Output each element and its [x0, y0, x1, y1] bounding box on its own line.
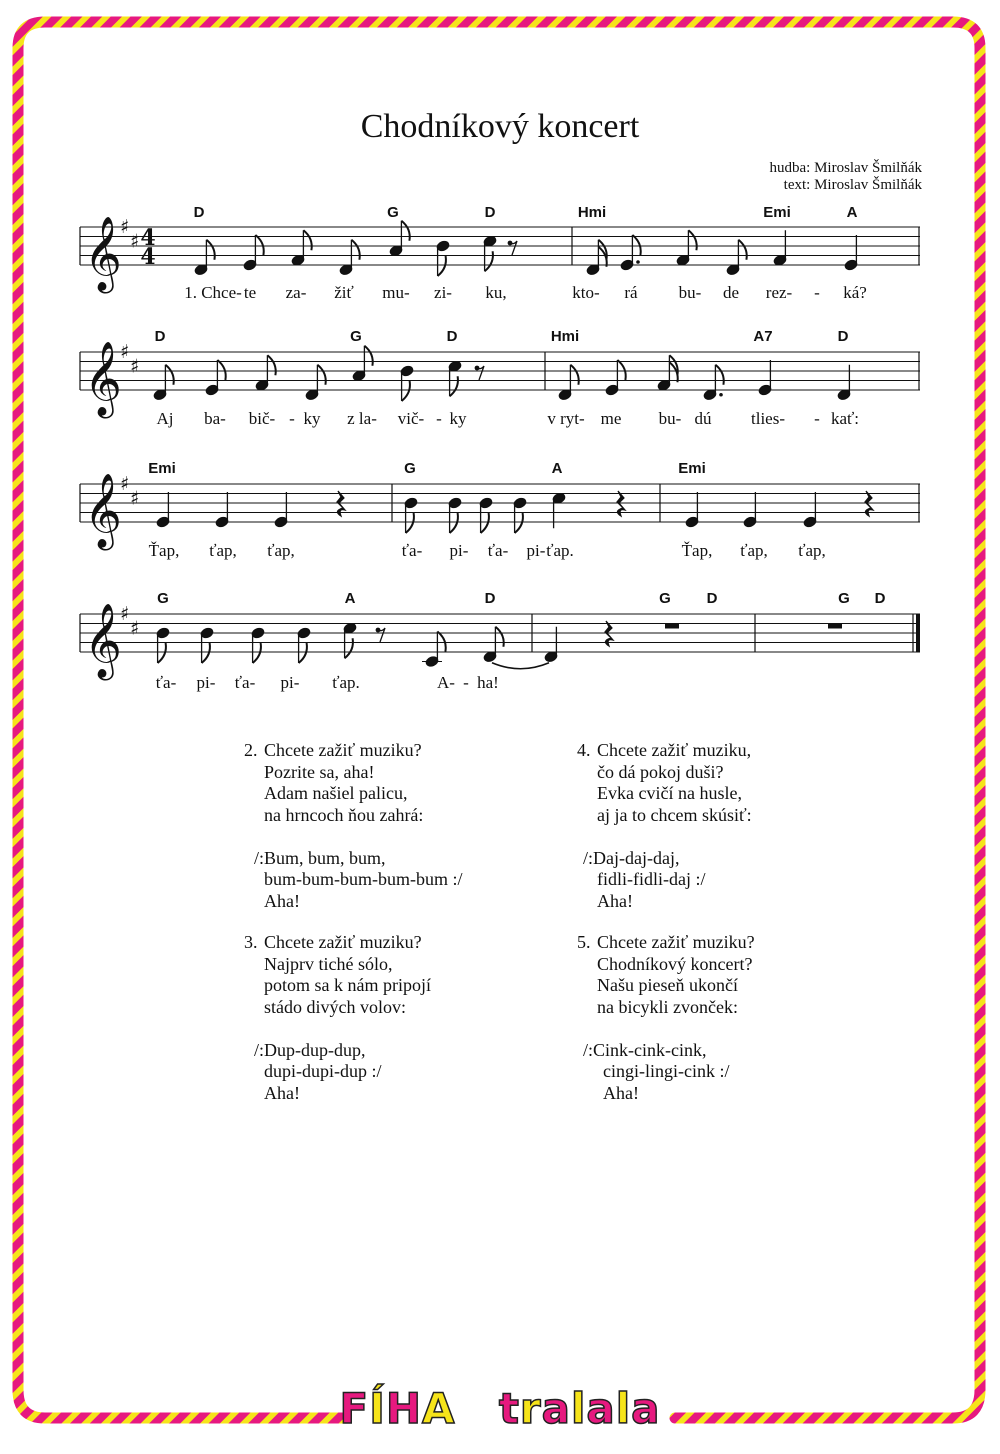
augmentation-dot — [636, 260, 640, 264]
fiha-tralala-logo — [0, 1384, 1000, 1433]
tie — [492, 663, 549, 669]
refrain-line: bum-bum-bum-bum-bum :/ — [264, 869, 463, 889]
logo-letter: a — [631, 1384, 661, 1433]
verse-3 — [244, 932, 431, 1104]
lyric-syllable: za- — [285, 283, 307, 302]
lyric-syllable: Ťap, — [148, 541, 180, 560]
verse-line: Chcete zažiť muziku? — [597, 932, 755, 952]
verse-line: Našu pieseň ukončí — [597, 975, 738, 995]
lyric-syllable: rá — [624, 283, 638, 302]
note-flag — [401, 221, 409, 241]
time-signature: 4 — [140, 244, 156, 270]
note-flag — [450, 376, 458, 396]
chord: Emi — [763, 204, 791, 221]
chord: D — [484, 590, 496, 607]
lyric-syllable: ťap, — [740, 541, 768, 560]
refrain-line: cingi-lingi-cink :/ — [603, 1061, 730, 1081]
note-flag — [406, 513, 414, 533]
verse-line: čo dá pokoj duši? — [597, 761, 724, 782]
note-flag — [515, 513, 523, 533]
note-flag — [485, 251, 493, 271]
logo-letter: A — [422, 1384, 456, 1433]
chord: D — [837, 328, 849, 345]
treble-clef: 𝄞 — [84, 217, 122, 291]
treble-clef: 𝄞 — [84, 474, 122, 548]
lyric-syllable: ky — [303, 409, 321, 428]
note-flag — [303, 230, 311, 250]
lyric-syllable: pi- — [280, 673, 300, 692]
chord: G — [350, 328, 362, 345]
note-flag — [617, 360, 625, 380]
chord: D — [484, 204, 496, 221]
logo-letter: Í — [369, 1384, 386, 1433]
verse-5 — [577, 932, 755, 1104]
note-flag — [438, 256, 446, 276]
treble-clef: 𝄞 — [84, 342, 122, 416]
logo-letter: r — [519, 1384, 542, 1433]
sharp-sign: ♯ — [120, 473, 130, 495]
note-flag — [632, 235, 640, 255]
logo-letter: t — [498, 1384, 520, 1433]
logo-letter: l — [570, 1384, 587, 1433]
lyric-syllable: ku, — [485, 283, 507, 302]
treble-clef: 𝄞 — [84, 604, 122, 678]
lyric-syllable: ťa- — [234, 673, 256, 692]
lyric-syllable: pi- — [449, 541, 469, 560]
refrain-line: dupi-dupi-dup :/ — [264, 1061, 382, 1081]
refrain-line: /:Cink-cink-cink, — [583, 1039, 707, 1060]
chord: Emi — [678, 460, 706, 477]
chord: G — [404, 460, 416, 477]
lyric-syllable: kto- — [572, 283, 600, 302]
verse-line: na hrncoch ňou zahrá: — [264, 804, 424, 825]
note-flag — [267, 355, 275, 375]
verse-line: potom sa k nám pripojí — [264, 975, 431, 995]
sharp-sign: ♯ — [130, 355, 140, 378]
note-flag — [738, 240, 746, 260]
chord: D — [446, 328, 458, 345]
refrain-line: /:Bum, bum, bum, — [254, 847, 386, 868]
lyric-syllable: tlies- — [751, 409, 785, 428]
verse-line: Pozrite sa, aha! — [264, 761, 375, 782]
lyric-syllable: ťa- — [401, 541, 423, 560]
eighth-rest — [510, 241, 517, 255]
lyric-syllable: z la- — [347, 409, 377, 428]
sharp-sign: ♯ — [120, 341, 130, 363]
note-flag — [495, 627, 503, 647]
lyric-syllable: ťa- — [155, 673, 177, 692]
eighth-rest — [378, 628, 385, 642]
lyric-syllable: bič- — [248, 409, 276, 428]
lyrics-credit: text: Miroslav Šmilňák — [783, 177, 922, 193]
note-flag — [481, 513, 489, 533]
chord: D — [706, 590, 718, 607]
sharp-sign: ♯ — [120, 216, 130, 238]
refrain-line: Aha! — [264, 890, 300, 911]
verse-line: Chcete zažiť muziku? — [264, 932, 422, 952]
logo-letter: a — [541, 1384, 571, 1433]
refrain-line: Aha! — [603, 1082, 639, 1103]
note-flag — [165, 365, 173, 385]
chord: A — [846, 204, 858, 221]
verse-line: Chodníkový koncert? — [597, 953, 753, 974]
chord: G — [387, 204, 399, 221]
note-flag — [715, 365, 723, 385]
lyric-syllable: ká? — [843, 283, 867, 302]
eighth-rest — [477, 366, 484, 380]
lyric-syllable: ťap, — [209, 541, 237, 560]
music-credit: hudba: Miroslav Šmilňák — [769, 160, 922, 176]
note-flag — [158, 643, 166, 663]
logo-letter: a — [586, 1384, 616, 1433]
lyric-syllable: - — [814, 409, 820, 428]
note-flag — [206, 240, 214, 260]
lyric-syllable: ťap, — [798, 541, 826, 560]
verse-2 — [244, 740, 462, 912]
chord: Hmi — [550, 328, 580, 345]
verse-line: Evka cvičí na husle, — [597, 783, 742, 803]
lyric-syllable: dú — [694, 409, 712, 428]
chord: Emi — [148, 460, 176, 477]
sharp-sign: ♯ — [130, 230, 140, 253]
chord: G — [838, 590, 850, 607]
lyric-syllable: ťap. — [332, 673, 360, 692]
augmentation-dot — [719, 393, 723, 397]
verse-number: 4. — [577, 740, 591, 760]
lyric-syllable: - — [463, 673, 469, 692]
lyric-syllable: te — [243, 283, 257, 302]
lyric-syllable: - — [436, 409, 442, 428]
final-barline — [916, 614, 920, 652]
note-flag — [437, 632, 445, 652]
refrain-line: fidli-fidli-daj :/ — [597, 869, 706, 889]
lyric-syllable: vič- — [397, 409, 425, 428]
lyric-syllable: v ryt- — [547, 409, 585, 428]
lyric-syllable: pi- — [196, 673, 216, 692]
note-flag — [364, 346, 372, 366]
verse-number: 5. — [577, 932, 591, 952]
verse-number: 2. — [244, 740, 258, 760]
refrain-line: /:Dup-dup-dup, — [254, 1039, 366, 1060]
lyric-syllable: ba- — [204, 409, 226, 428]
lyric-syllable: me — [600, 409, 622, 428]
note-flag — [255, 235, 263, 255]
lyric-syllable: bu- — [658, 409, 682, 428]
verse-line: Adam našiel palicu, — [264, 783, 408, 803]
lyric-syllable: - — [289, 409, 295, 428]
lyric-syllable: 1. Chce- — [184, 283, 242, 302]
sharp-sign: ♯ — [130, 487, 140, 510]
verse-line: Najprv tiché sólo, — [264, 953, 393, 974]
lyric-syllable: ťap, — [267, 541, 295, 560]
sharp-sign: ♯ — [130, 617, 140, 640]
verse-line: Chcete zažiť muziku? — [264, 740, 422, 760]
lyric-syllable: pi- — [526, 541, 546, 560]
song-title: Chodníkový koncert — [360, 108, 640, 145]
logo-fiha — [340, 1384, 456, 1433]
logo-letter: F — [339, 1384, 370, 1433]
verse-line: stádo divých volov: — [264, 996, 406, 1017]
chord: D — [874, 590, 886, 607]
lyric-syllable: žiť — [334, 283, 354, 302]
chord: G — [659, 590, 671, 607]
chord: D — [193, 204, 205, 221]
lyric-syllable: bu- — [678, 283, 702, 302]
note-flag — [299, 643, 307, 663]
lyric-syllable: zi- — [434, 283, 452, 302]
lyric-syllable: ha! — [477, 673, 499, 692]
chord: A — [551, 460, 563, 477]
note-flag — [202, 643, 210, 663]
refrain-line: Aha! — [264, 1082, 300, 1103]
verse-4 — [577, 740, 752, 912]
logo-tralala — [499, 1384, 661, 1433]
verse-line: aj ja to chcem skúsiť: — [597, 804, 752, 825]
time-signature: 4 — [140, 225, 156, 251]
refrain-line: Aha! — [597, 890, 633, 911]
chord: G — [157, 590, 169, 607]
lyric-syllable: Ťap, — [681, 541, 713, 560]
note-flag — [217, 360, 225, 380]
verse-line: na bicykli zvonček: — [597, 996, 738, 1017]
note-flag — [351, 240, 359, 260]
note-flag — [688, 230, 696, 250]
sharp-sign: ♯ — [120, 603, 130, 625]
whole-rest — [828, 624, 842, 629]
verse-number: 3. — [244, 932, 258, 952]
lyric-syllable: Aj — [156, 409, 174, 428]
chord: Hmi — [577, 204, 607, 221]
note-flag — [570, 365, 578, 385]
note-flag — [317, 365, 325, 385]
logo-letter: l — [615, 1384, 632, 1433]
chord: A7 — [753, 328, 773, 345]
note-flag — [253, 643, 261, 663]
lyric-syllable: kať: — [830, 409, 860, 428]
lyric-syllable: mu- — [382, 283, 410, 302]
lyric-syllable: ky — [449, 409, 467, 428]
whole-rest — [665, 624, 679, 629]
lyric-syllable: ťap. — [546, 541, 574, 560]
chord: D — [154, 328, 166, 345]
lyric-syllable: - — [814, 283, 820, 302]
chord: A — [344, 590, 356, 607]
lyric-syllable: de — [722, 283, 740, 302]
lyric-syllable: ťa- — [487, 541, 509, 560]
lyric-syllable: rez- — [765, 283, 793, 302]
note-flag — [450, 513, 458, 533]
refrain-line: /:Daj-daj-daj, — [583, 847, 680, 868]
logo-letter: H — [385, 1384, 423, 1433]
verse-line: Chcete zažiť muziku, — [597, 740, 752, 760]
note-flag — [345, 638, 353, 658]
lyric-syllable: A- — [437, 673, 455, 692]
note-flag — [402, 381, 410, 401]
